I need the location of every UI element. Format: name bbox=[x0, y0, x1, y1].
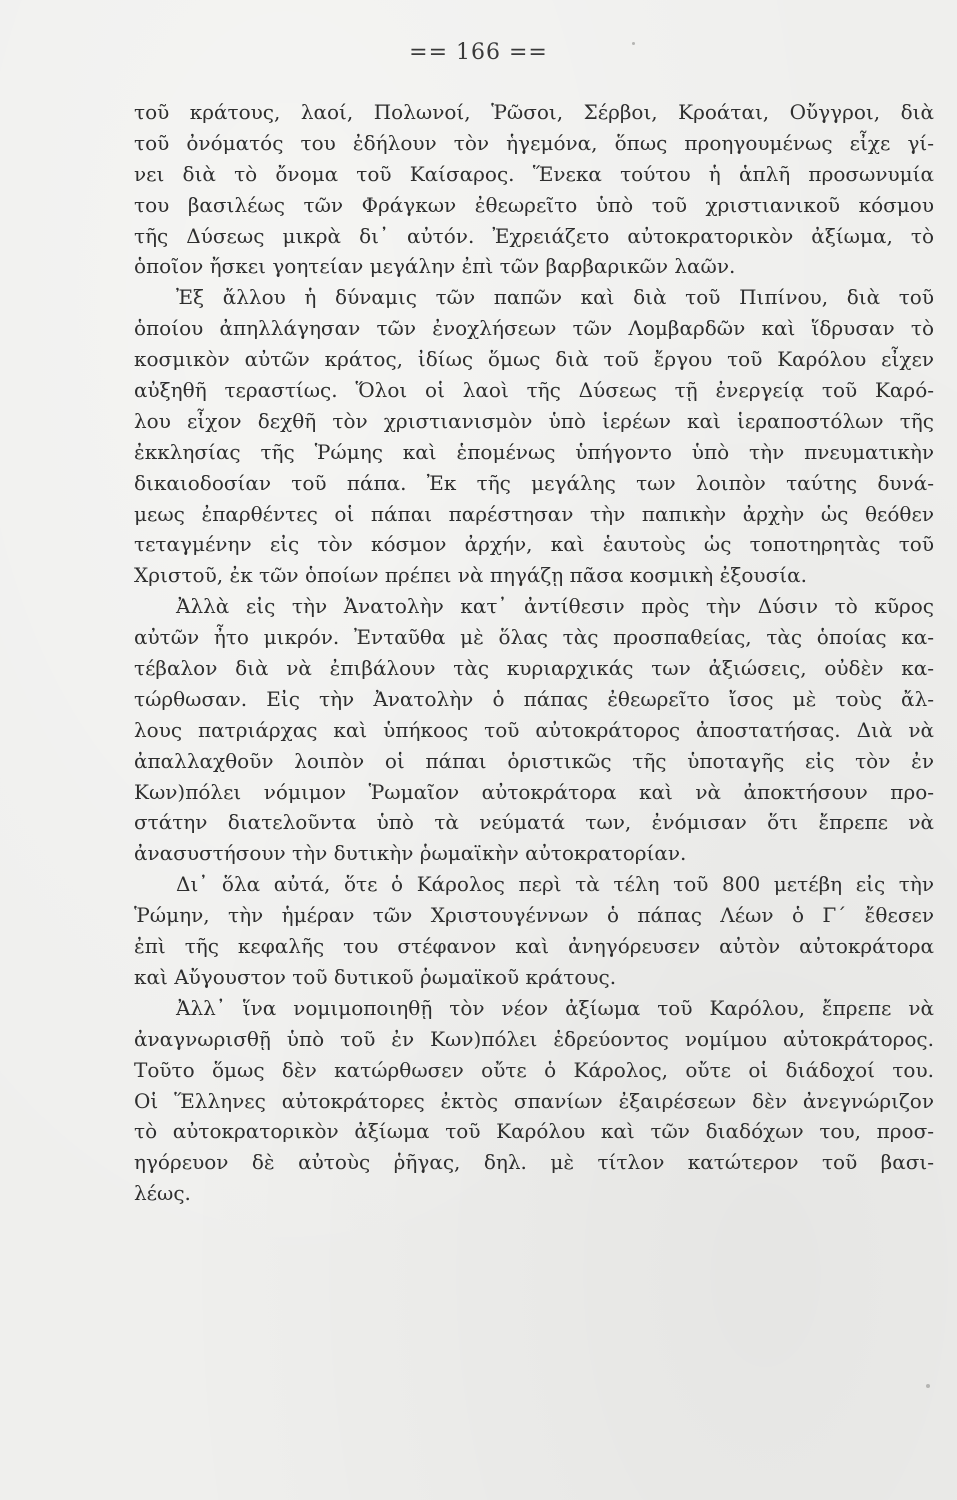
text-line: Χριστοῦ, ἐκ τῶν ὁποίων πρέπει νὰ πηγάζῃ πᾶσα κοσμικὴ ἐξουσία. bbox=[134, 563, 807, 588]
text-line: τέβαλον διὰ νὰ ἐπιβάλουν τὰς κυριαρχικάς των ἀξιώσεις, οὐδὲν κα- bbox=[134, 656, 934, 681]
text-line: τεταγμένην εἰς τὸν κόσμον ἀρχήν, καὶ ἑαυτοὺς ὡς τοποτηρητὰς τοῦ bbox=[134, 532, 934, 557]
text-line: του βασιλέως τῶν Φράγκων ἐθεωρεῖτο ὑπὸ τοῦ χριστιανικοῦ κόσμου bbox=[134, 192, 934, 217]
text-line: αὐτῶν ἦτο μικρόν. Ἐνταῦθα μὲ ὅλας τὰς προσπαθείας, τὰς ὁποίας κα- bbox=[134, 625, 934, 650]
text-line: τώρθωσαν. Εἰς τὴν Ἀνατολὴν ὁ πάπας ἐθεωρεῖτο ἴσος μὲ τοὺς ἄλ- bbox=[134, 686, 934, 711]
text-line: λου εἶχον δεχθῆ τὸν χριστιανισμὸν ὑπὸ ἱερέων καὶ ἱεραποστόλων τῆς bbox=[134, 408, 934, 433]
text-line: Τοῦτο ὅμως δὲν κατώρθωσεν οὔτε ὁ Κάρολος, οὔτε οἱ διάδοχοί του. bbox=[134, 1057, 934, 1082]
text-line: Δι᾿ ὅλα αὐτά, ὅτε ὁ Κάρολος περὶ τὰ τέλη τοῦ 800 μετέβη εἰς τὴν bbox=[176, 872, 934, 897]
page-number: == 166 == bbox=[409, 40, 548, 65]
text-line: Κων)πόλει νόμιμον Ῥωμαῖον αὐτοκράτορα καὶ νὰ ἀποκτήσουν προ- bbox=[134, 779, 934, 804]
text-line: ηγόρευον δὲ αὐτοὺς ῥῆγας, δηλ. μὲ τίτλον κατώτερον τοῦ βασι- bbox=[134, 1150, 934, 1175]
text-line: Ῥώμην, τὴν ἡμέραν τῶν Χριστουγέννων ὁ πάπας Λέων ὁ Γ΄ ἔθεσεν bbox=[134, 903, 934, 928]
text-line: Οἱ Ἕλληνες αὐτοκράτορες ἐκτὸς σπανίων ἐξαιρέσεων δὲν ἀνεγνώριζον bbox=[134, 1088, 934, 1113]
text-line: κοσμικὸν αὐτῶν κράτος, ἰδίως ὅμως διὰ τοῦ ἔργου τοῦ Καρόλου εἶχεν bbox=[134, 347, 934, 372]
text-line: ἐκκλησίας τῆς Ῥώμης καὶ ἑπομένως ὑπήγοντο ὑπὸ τὴν πνευματικὴν bbox=[134, 439, 934, 464]
paper-speck bbox=[926, 1384, 930, 1388]
text-line: καὶ Αὔγουστον τοῦ δυτικοῦ ῥωμαϊκοῦ κράτους. bbox=[134, 964, 617, 989]
text-line: ἀνασυστήσουν τὴν δυτικὴν ῥωμαϊκὴν αὐτοκρατορίαν. bbox=[134, 841, 687, 866]
text-line: Ἀλλ᾿ ἵνα νομιμοποιηθῇ τὸν νέον ἀξίωμα τοῦ Καρόλου, ἔπρεπε νὰ bbox=[176, 995, 934, 1020]
text-line: ἐπὶ τῆς κεφαλῆς του στέφανον καὶ ἀνηγόρευσεν αὐτὸν αὐτοκράτορα bbox=[134, 934, 934, 959]
text-line: τοῦ κράτους, λαοί, Πολωνοί, Ῥῶσοι, Σέρβοι, Κροάται, Οὔγγροι, διὰ bbox=[134, 100, 934, 124]
text-line: αὐξηθῆ τεραστίως. Ὅλοι οἱ λαοὶ τῆς Δύσεως τῇ ἐνεργείᾳ τοῦ Καρό- bbox=[134, 378, 934, 403]
text-line: νει διὰ τὸ ὄνομα τοῦ Καίσαρος. Ἕνεκα τούτου ἡ ἁπλῆ προσωνυμία bbox=[134, 161, 934, 186]
body-text bbox=[134, 97, 934, 1209]
text-line: μεως ἐπαρθέντες οἱ πάπαι παρέστησαν τὴν παπικὴν ἀρχὴν ὡς θεόθεν bbox=[134, 501, 934, 526]
text-line: ἀναγνωρισθῇ ὑπὸ τοῦ ἐν Κων)πόλει ἑδρεύοντος νομίμου αὐτοκράτορος. bbox=[134, 1026, 934, 1051]
text-line: τὸ αὐτοκρατορικὸν ἀξίωμα τοῦ Καρόλου καὶ τῶν διαδόχων του, προσ- bbox=[134, 1119, 934, 1144]
text-line: ὁποῖον ἤσκει γοητείαν μεγάλην ἐπὶ τῶν βαρβαρικῶν λαῶν. bbox=[134, 254, 736, 279]
text-line: στάτην διατελοῦντα ὑπὸ τὰ νεύματά των, ἐνόμισαν ὅτι ἔπρεπε νὰ bbox=[134, 810, 934, 835]
text-line: τῆς Δύσεως μικρὰ δι᾿ αὐτόν. Ἐχρειάζετο αὐτοκρατορικὸν ἀξίωμα, τὸ bbox=[134, 223, 934, 248]
text-line: τοῦ ὀνόματός του ἐδήλουν τὸν ἡγεμόνα, ὅπως προηγουμένως εἶχε γί- bbox=[134, 130, 934, 155]
text-line: λέως. bbox=[134, 1181, 191, 1206]
text-line: Ἐξ ἄλλου ἡ δύναμις τῶν παπῶν καὶ διὰ τοῦ Πιπίνου, διὰ τοῦ bbox=[176, 285, 934, 310]
paper-speck bbox=[632, 42, 635, 45]
text-line: ὁποίου ἀπηλλάγησαν τῶν ἐνοχλήσεων τῶν Λομβαρδῶν καὶ ἵδρυσαν τὸ bbox=[134, 316, 934, 341]
text-line: Ἀλλὰ εἰς τὴν Ἀνατολὴν κατ᾿ ἀντίθεσιν πρὸς τὴν Δύσιν τὸ κῦρος bbox=[176, 594, 934, 619]
text-line: δικαιοδοσίαν τοῦ πάπα. Ἐκ τῆς μεγάλης των λοιπὸν ταύτης δυνά- bbox=[134, 470, 934, 495]
text-line: ἀπαλλαχθοῦν λοιπὸν οἱ πάπαι ὁριστικῶς τῆς ὑποταγῆς εἰς τὸν ἐν bbox=[134, 748, 934, 773]
text-line: λους πατριάρχας καὶ ὑπήκοος τοῦ αὐτοκράτορος ἀποστατήσας. Διὰ νὰ bbox=[134, 717, 934, 742]
